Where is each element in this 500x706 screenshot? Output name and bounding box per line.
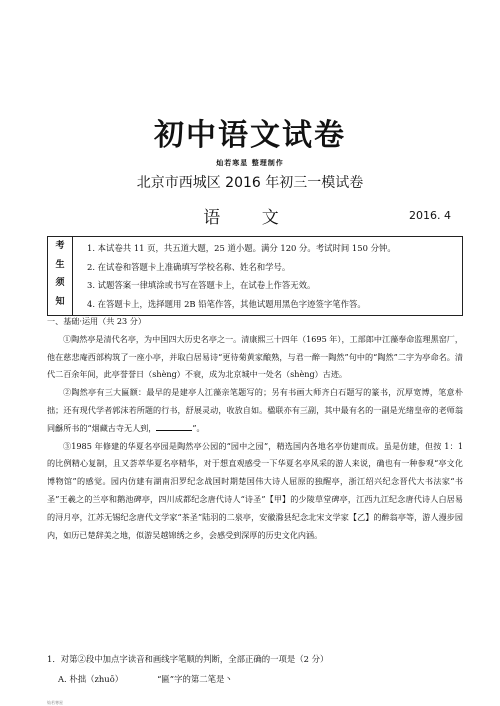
- notice-item: 1. 本试卷共 11 页，共五道大题，25 道小题。满分 120 分。考试时间 150 分钟。: [87, 243, 396, 253]
- notice-head-char: 知: [55, 296, 65, 307]
- option-a: [58, 673, 233, 685]
- notice-item: 2. 在试卷和答题卡上准确填写学校名称、姓名和学号。: [87, 261, 291, 272]
- question-1: 1．对第②段中加点字读音和画线字笔顺的判断，全部正确的一项是（2 分）: [47, 654, 329, 664]
- notice-head-char: 生: [55, 259, 65, 270]
- subject-title: 语 文: [203, 208, 297, 228]
- option-a-stroke: “匾”字的第二笔是丶: [157, 674, 233, 684]
- page-footer: 灿若寒星: [47, 700, 63, 705]
- paragraph-2-text: ②陶然亭有三大匾额：最早的是建亭人江藻亲笔题写的；另有书画大师齐白石题写的篆书，沉厚宽博，笔意朴拙；还有现代学者郭沫若所题的行书，舒展灵动，收放自如。楹联亦有三副，其中最有名的一副是光绪皇帝的老师翁同龢所书的“烟藏古寺无人到，: [47, 387, 463, 433]
- exam-date: 2016. 4: [409, 209, 451, 222]
- paragraph-2: [47, 384, 463, 437]
- notice-item: 3. 试题答案一律填涂或书写在答题卡上，在试卷上作答无效。: [87, 280, 316, 290]
- fill-blank: [156, 422, 192, 431]
- notice-items: [73, 237, 463, 316]
- section-heading: 一、基础·运用（共 23 分）: [47, 316, 146, 326]
- section-one: [47, 313, 463, 544]
- notice-head-char: 须: [55, 278, 65, 288]
- notice-head: [48, 237, 73, 316]
- notice-table: [47, 236, 463, 316]
- main-title: 初中语文试卷: [154, 118, 346, 153]
- paragraph-3: ③1985 年修建的华夏名亭园是陶然亭公园的“园中之园”，精选国内各地名亭仿建而成。虽是仿建，但按 1：1 的比例精心复制，且又荟萃华夏名亭精华，对于想直观感受一下华夏名亭风采的游人来说，确也有一种参观“亭文化博物馆”的感觉。园内仿建有湖南汨罗纪念战国时期楚国伟大诗人屈原的独醒亭，浙江绍兴纪念晋代大书法家“书圣”王羲之的兰亭和鹅池碑亭，四川成都纪念唐代诗人“诗圣”【甲】的少陵草堂碑亭，江西九江纪念唐代诗人白居易的浔月亭，江苏无锡纪念唐代文学家“茶圣”陆羽的二泉亭，安徽滁县纪念北宋文学家【乙】的醉翁亭等，游人漫步园内，如历已楚辞美之地，似游吴越锦绣之乡，会感受到深厚的历史文化内涵。: [47, 440, 463, 540]
- exam-title: 北京市西城区 2016 年初三一模试卷: [136, 175, 364, 191]
- option-a-pinyin: A. 朴拙（zhuō）: [58, 674, 124, 684]
- notice-item: 4. 在答题卡上，选择题用 2B 铅笔作答，其他试题用黑色字迹签字笔作答。: [87, 298, 366, 309]
- paragraph-1: ①陶然亭是清代名亭，为中国四大历史名亭之一。清康熙三十四年（1695 年），工部郎中江藻奉命监理黑窑厂，他在慈悲庵西部构筑了一座小亭，并取白居易诗“更待菊黄家酿熟，与君一醉一陶然”句中的“陶然”二字为亭命名。清代二百余年间，此亭誉誉日（shèng）不衰，成为北京城中一处名（shèng）古迹。: [47, 333, 464, 380]
- paragraph-2-end: ”。: [192, 422, 205, 433]
- notice-head-char: 考: [55, 241, 65, 251]
- producer-line: 灿若寒星 整理制作: [216, 158, 284, 167]
